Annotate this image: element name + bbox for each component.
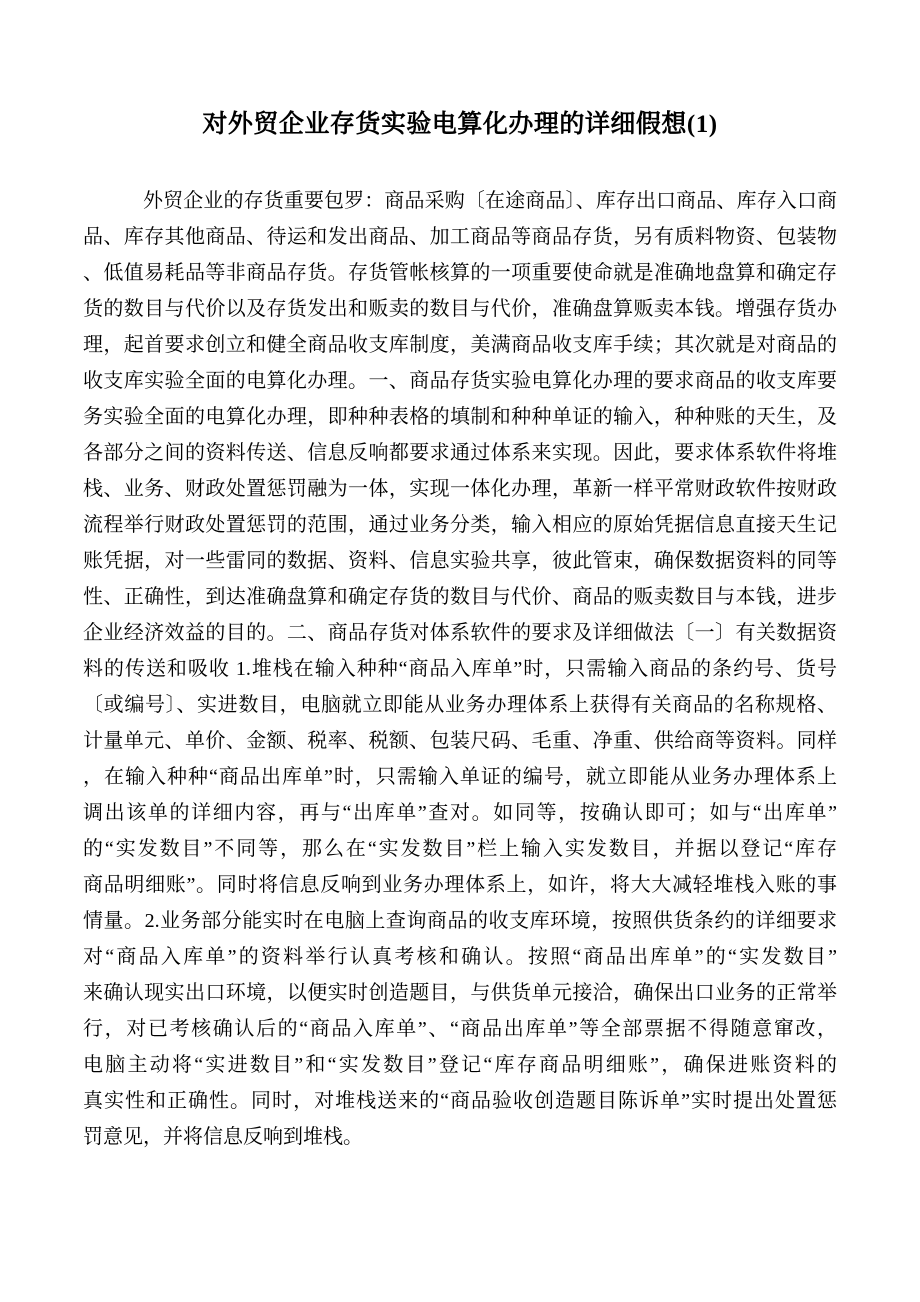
paragraph-line: 真实性和正确性。同时，对堆栈送来的“商品验收创造题目陈诉单”实时提出处置惩 xyxy=(83,1090,837,1112)
paragraph-line: 栈、业务、财政处置惩罚融为一体，实现一体化办理，革新一样平常财政软件按财政 xyxy=(83,478,837,500)
paragraph-line: 性、正确性，到达准确盘算和确定存货的数目与代价、商品的贩卖数目与本钱，进步 xyxy=(83,586,837,608)
paragraph-line: 、低值易耗品等非商品存货。存货管帐核算的一项重要使命就是准确地盘算和确定存 xyxy=(83,262,837,284)
paragraph-line: 〔或编号〕、实进数目，电脑就立即能从业务办理体系上获得有关商品的名称规格、 xyxy=(83,694,837,716)
document-title: 对外贸企业存货实验电算化办理的详细假想(1) xyxy=(202,111,718,138)
paragraph-line: 对“商品入库单”的资料举行认真考核和确认。按照“商品出库单”的“实发数目” xyxy=(83,946,837,968)
paragraph-line: 电脑主动将“实进数目”和“实发数目”登记“库存商品明细账”，确保进账资料的 xyxy=(83,1054,837,1076)
paragraph-line: 外贸企业的存货重要包罗：商品采购〔在途商品〕、库存出口商品、库存入口商 xyxy=(143,190,837,212)
paragraph-line: 调出该单的详细内容，再与“出库单”查对。如同等，按确认即可；如与“出库单” xyxy=(83,802,837,824)
body-paragraph xyxy=(83,183,837,1155)
paragraph-line: 罚意见，并将信息反响到堆栈。 xyxy=(83,1126,363,1148)
paragraph-line: 收支库实验全面的电算化办理。一、商品存货实验电算化办理的要求商品的收支库要 xyxy=(83,370,837,392)
paragraph-line: 计量单元、单价、金额、税率、税额、包装尺码、毛重、净重、供给商等资料。同样 xyxy=(83,730,837,752)
paragraph-line: 务实验全面的电算化办理，即种种表格的填制和种种单证的输入，种种账的天生，及 xyxy=(83,406,837,428)
paragraph-line: 企业经济效益的目的。二、商品存货对体系软件的要求及详细做法〔一〕有关数据资 xyxy=(83,622,837,644)
paragraph-line: 货的数目与代价以及存货发出和贩卖的数目与代价，准确盘算贩卖本钱。增强存货办 xyxy=(83,298,837,320)
paragraph-line: 料的传送和吸收 1.堆栈在输入种种“商品入库单”时，只需输入商品的条约号、货号 xyxy=(83,658,837,680)
paragraph-line: ，在输入种种“商品出库单”时，只需输入单证的编号，就立即能从业务办理体系上 xyxy=(83,766,837,788)
paragraph-line: 情量。2.业务部分能实时在电脑上查询商品的收支库环境，按照供货条约的详细要求 xyxy=(83,910,837,932)
paragraph-line: 品、库存其他商品、待运和发出商品、加工商品等商品存货，另有质料物资、包装物 xyxy=(83,226,837,248)
paragraph-line: 流程举行财政处置惩罚的范围，通过业务分类，输入相应的原始凭据信息直接天生记 xyxy=(83,514,837,536)
paragraph-line: 商品明细账”。同时将信息反响到业务办理体系上，如许，将大大减轻堆栈入账的事 xyxy=(83,874,837,896)
paragraph-line: 来确认现实出口环境，以便实时创造题目，与供货单元接洽，确保出口业务的正常举 xyxy=(83,982,837,1004)
paragraph-line: 的“实发数目”不同等，那么在“实发数目”栏上输入实发数目，并据以登记“库存 xyxy=(83,838,837,860)
paragraph-line: 账凭据，对一些雷同的数据、资料、信息实验共享，彼此管束，确保数据资料的同等 xyxy=(83,550,837,572)
paragraph-line: 行，对已考核确认后的“商品入库单”、“商品出库单”等全部票据不得随意窜改， xyxy=(83,1018,837,1040)
paragraph-line: 理，起首要求创立和健全商品收支库制度，美满商品收支库手续；其次就是对商品的 xyxy=(83,334,837,356)
paragraph-line: 各部分之间的资料传送、信息反响都要求通过体系来实现。因此，要求体系软件将堆 xyxy=(83,442,837,464)
